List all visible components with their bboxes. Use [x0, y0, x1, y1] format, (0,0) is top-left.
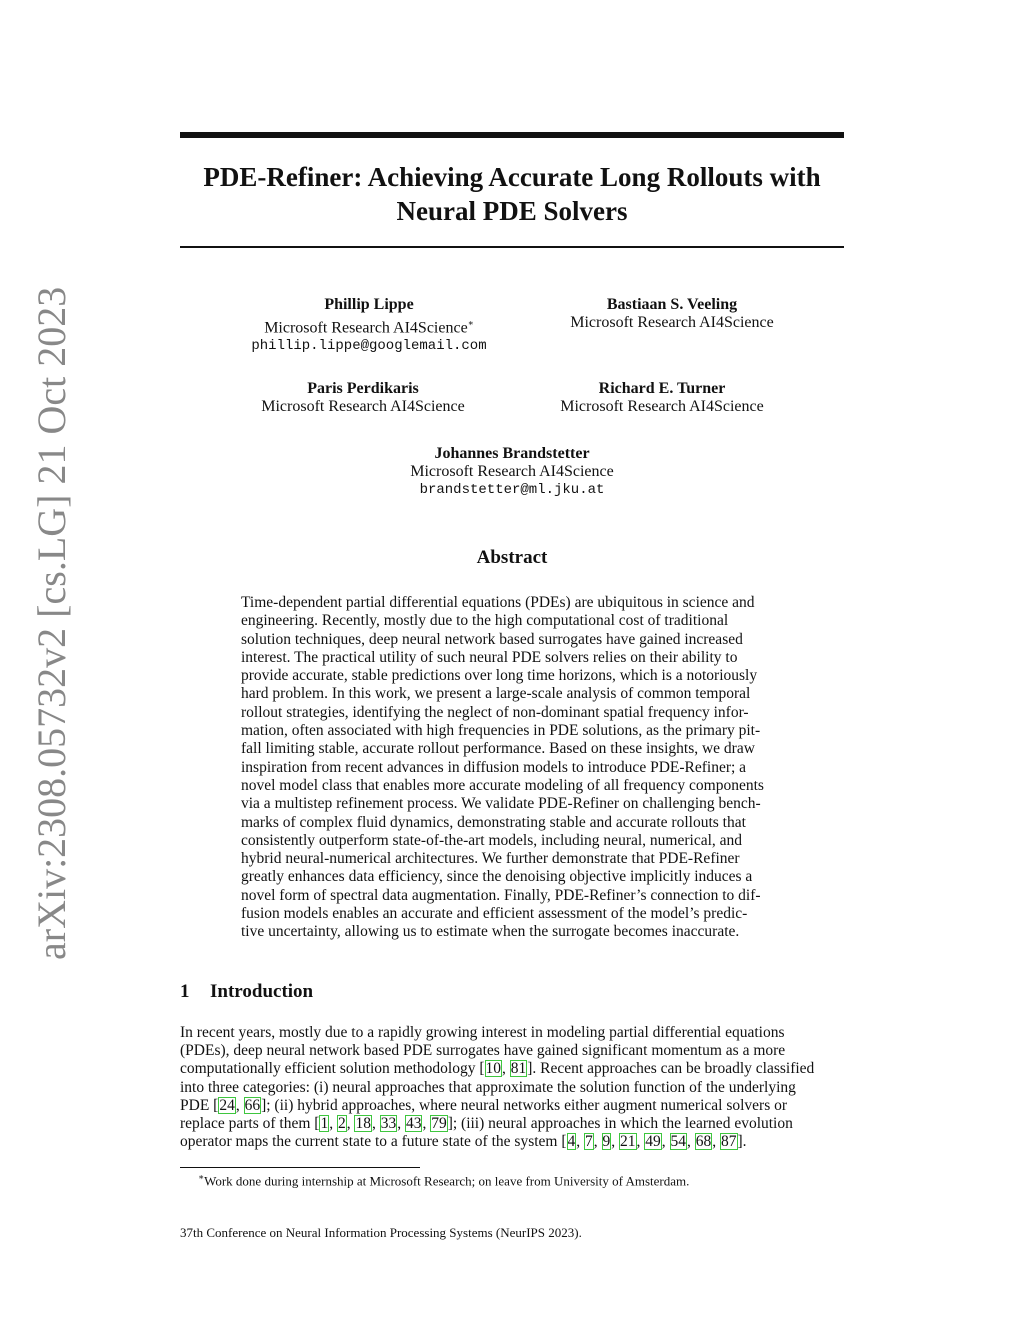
section-title: Introduction [210, 981, 314, 1002]
intro-line: operator maps the current state to a future state of the system [4, 7, 9, 21, 49, 54, 68, 87]. [180, 1133, 747, 1151]
author-affiliation: Microsoft Research AI4Science [261, 398, 465, 415]
author-name: Richard E. Turner [598, 380, 726, 397]
author-block [362, 445, 662, 499]
abstract-line: mation, often associated with high frequencies in PDE solutions, as the primary pit- [241, 722, 761, 740]
title-line-1: PDE-Refiner: Achieving Accurate Long Rollouts with [203, 162, 821, 192]
title-bottom-rule [180, 246, 844, 248]
author-name: Phillip Lippe [324, 296, 414, 313]
author-email[interactable]: phillip.lippe@googlemail.com [251, 338, 487, 355]
title-line-2: Neural PDE Solvers [396, 196, 628, 226]
citation-link[interactable]: 66 [244, 1096, 261, 1114]
abstract-heading: Abstract [476, 547, 548, 568]
abstract-line: engineering. Recently, mostly due to the high computational cost of traditional [241, 612, 729, 630]
intro-line: (PDEs), deep neural network based PDE surrogates have gained significant momentum as a more [180, 1042, 786, 1060]
footnote [198, 1172, 689, 1189]
citation-link[interactable]: 79 [431, 1114, 447, 1132]
citation-link[interactable]: 33 [380, 1114, 397, 1132]
citation-link[interactable]: 81 [510, 1060, 527, 1078]
footnote-text: Work done during internship at Microsoft Research; on leave from University of Amsterdam. [204, 1173, 690, 1189]
abstract-line: via a multistep refinement process. We validate PDE-Refiner on challenging bench- [241, 795, 761, 813]
abstract-line: inspiration from recent advances in diffusion models to introduce PDE-Refiner; a [241, 758, 747, 776]
citation-link[interactable]: 10 [485, 1060, 501, 1078]
abstract-line: consistently outperform state-of-the-art models, including neural, numerical, and [241, 831, 743, 849]
abstract-line: fall limiting stable, accurate rollout performance. Based on these insights, we draw [241, 740, 755, 758]
citation-link[interactable]: 21 [620, 1133, 636, 1151]
intro-line: computationally efficient solution methodology [10, 81]. Recent approaches can be broadly classified [180, 1060, 815, 1078]
author-block [522, 296, 822, 332]
abstract-line: hard problem. In this work, we present a large-scale analysis of common temporal [241, 685, 751, 703]
abstract-line: hybrid neural-numerical architectures. We further demonstrate that PDE-Refiner [241, 850, 740, 868]
section-heading [180, 981, 313, 1003]
citation-link[interactable]: 87 [721, 1133, 737, 1151]
abstract-line: novel form of spectral data augmentation. Finally, PDE-Refiner’s connection to dif- [241, 886, 761, 904]
author-name: Johannes Brandstetter [434, 445, 590, 462]
intro-line: into three categories: (i) neural approaches that approximate the solution function of the underlying [180, 1078, 796, 1096]
abstract-line: Time-dependent partial differential equations (PDEs) are ubiquitous in science and [241, 594, 755, 611]
citation-link[interactable]: 4 [567, 1133, 576, 1151]
abstract-line: tive uncertainty, allowing us to estimate when the surrogate becomes inaccurate. [241, 923, 740, 941]
abstract-line: provide accurate, stable predictions over long time horizons, which is a notoriously [241, 667, 758, 685]
author-affiliation: Microsoft Research AI4Science∗ [264, 318, 474, 337]
author-block [213, 380, 513, 416]
footnote-mark: ∗ [467, 318, 474, 328]
abstract-line: novel model class that enables more accurate modeling of all frequency components [241, 776, 764, 794]
author-block [512, 380, 812, 416]
author-block [219, 296, 519, 355]
abstract-line: solution techniques, deep neural network based surrogates have gained increased [241, 630, 743, 648]
section-number: 1 [180, 981, 190, 1002]
intro-line: In recent years, mostly due to a rapidly growing interest in modeling partial differential equations [180, 1024, 785, 1041]
author-affiliation: Microsoft Research AI4Science [570, 314, 774, 331]
author-affiliation: Microsoft Research AI4Science [410, 463, 614, 480]
citation-link[interactable]: 49 [645, 1133, 661, 1151]
abstract-body [241, 594, 787, 942]
author-name: Bastiaan S. Veeling [606, 296, 738, 313]
introduction-body [180, 1024, 844, 1151]
intro-line: PDE [24, 66]; (ii) hybrid approaches, where neural networks either augment numerical solvers or [180, 1096, 788, 1114]
paper-title [180, 160, 844, 228]
arxiv-stamp: arXiv:2308.05732v2 [cs.LG] 21 Oct 2023 [29, 286, 74, 960]
abstract-line: fusion models enables an accurate and efficient assessment of the model’s predic- [241, 905, 748, 923]
citation-link[interactable]: 54 [670, 1133, 687, 1151]
author-name: Paris Perdikaris [307, 380, 419, 397]
intro-line: replace parts of them [1, 2, 18, 33, 43, 79]; (iii) neural approaches in which the learned evolution [180, 1114, 793, 1132]
abstract-line: interest. The practical utility of such neural PDE solvers relies on their ability to [241, 648, 738, 666]
abstract-line: rollout strategies, identifying the neglect of non-dominant spatial frequency infor- [241, 703, 749, 721]
citation-link[interactable]: 1 [320, 1114, 329, 1132]
citation-link[interactable]: 18 [355, 1114, 371, 1132]
abstract-line: marks of complex fluid dynamics, demonstrating stable and accurate rollouts that [241, 813, 746, 831]
citation-link[interactable]: 2 [337, 1114, 346, 1132]
author-email[interactable]: brandstetter@ml.jku.at [419, 482, 605, 498]
footnote-rule [180, 1167, 420, 1168]
author-affiliation: Microsoft Research AI4Science [560, 398, 764, 415]
citation-link[interactable]: 7 [585, 1133, 593, 1151]
title-top-rule [180, 132, 844, 138]
citation-link[interactable]: 43 [405, 1114, 422, 1132]
citation-link[interactable]: 24 [219, 1096, 235, 1114]
venue-line: 37th Conference on Neural Information Processing Systems (NeurIPS 2023). [180, 1225, 582, 1240]
citation-link[interactable]: 68 [695, 1133, 712, 1151]
citation-link[interactable]: 9 [602, 1133, 611, 1151]
footnote-mark: ∗ [198, 1172, 205, 1182]
abstract-line: greatly enhances data efficiency, since the denoising objective implicitly induces a [241, 868, 753, 886]
